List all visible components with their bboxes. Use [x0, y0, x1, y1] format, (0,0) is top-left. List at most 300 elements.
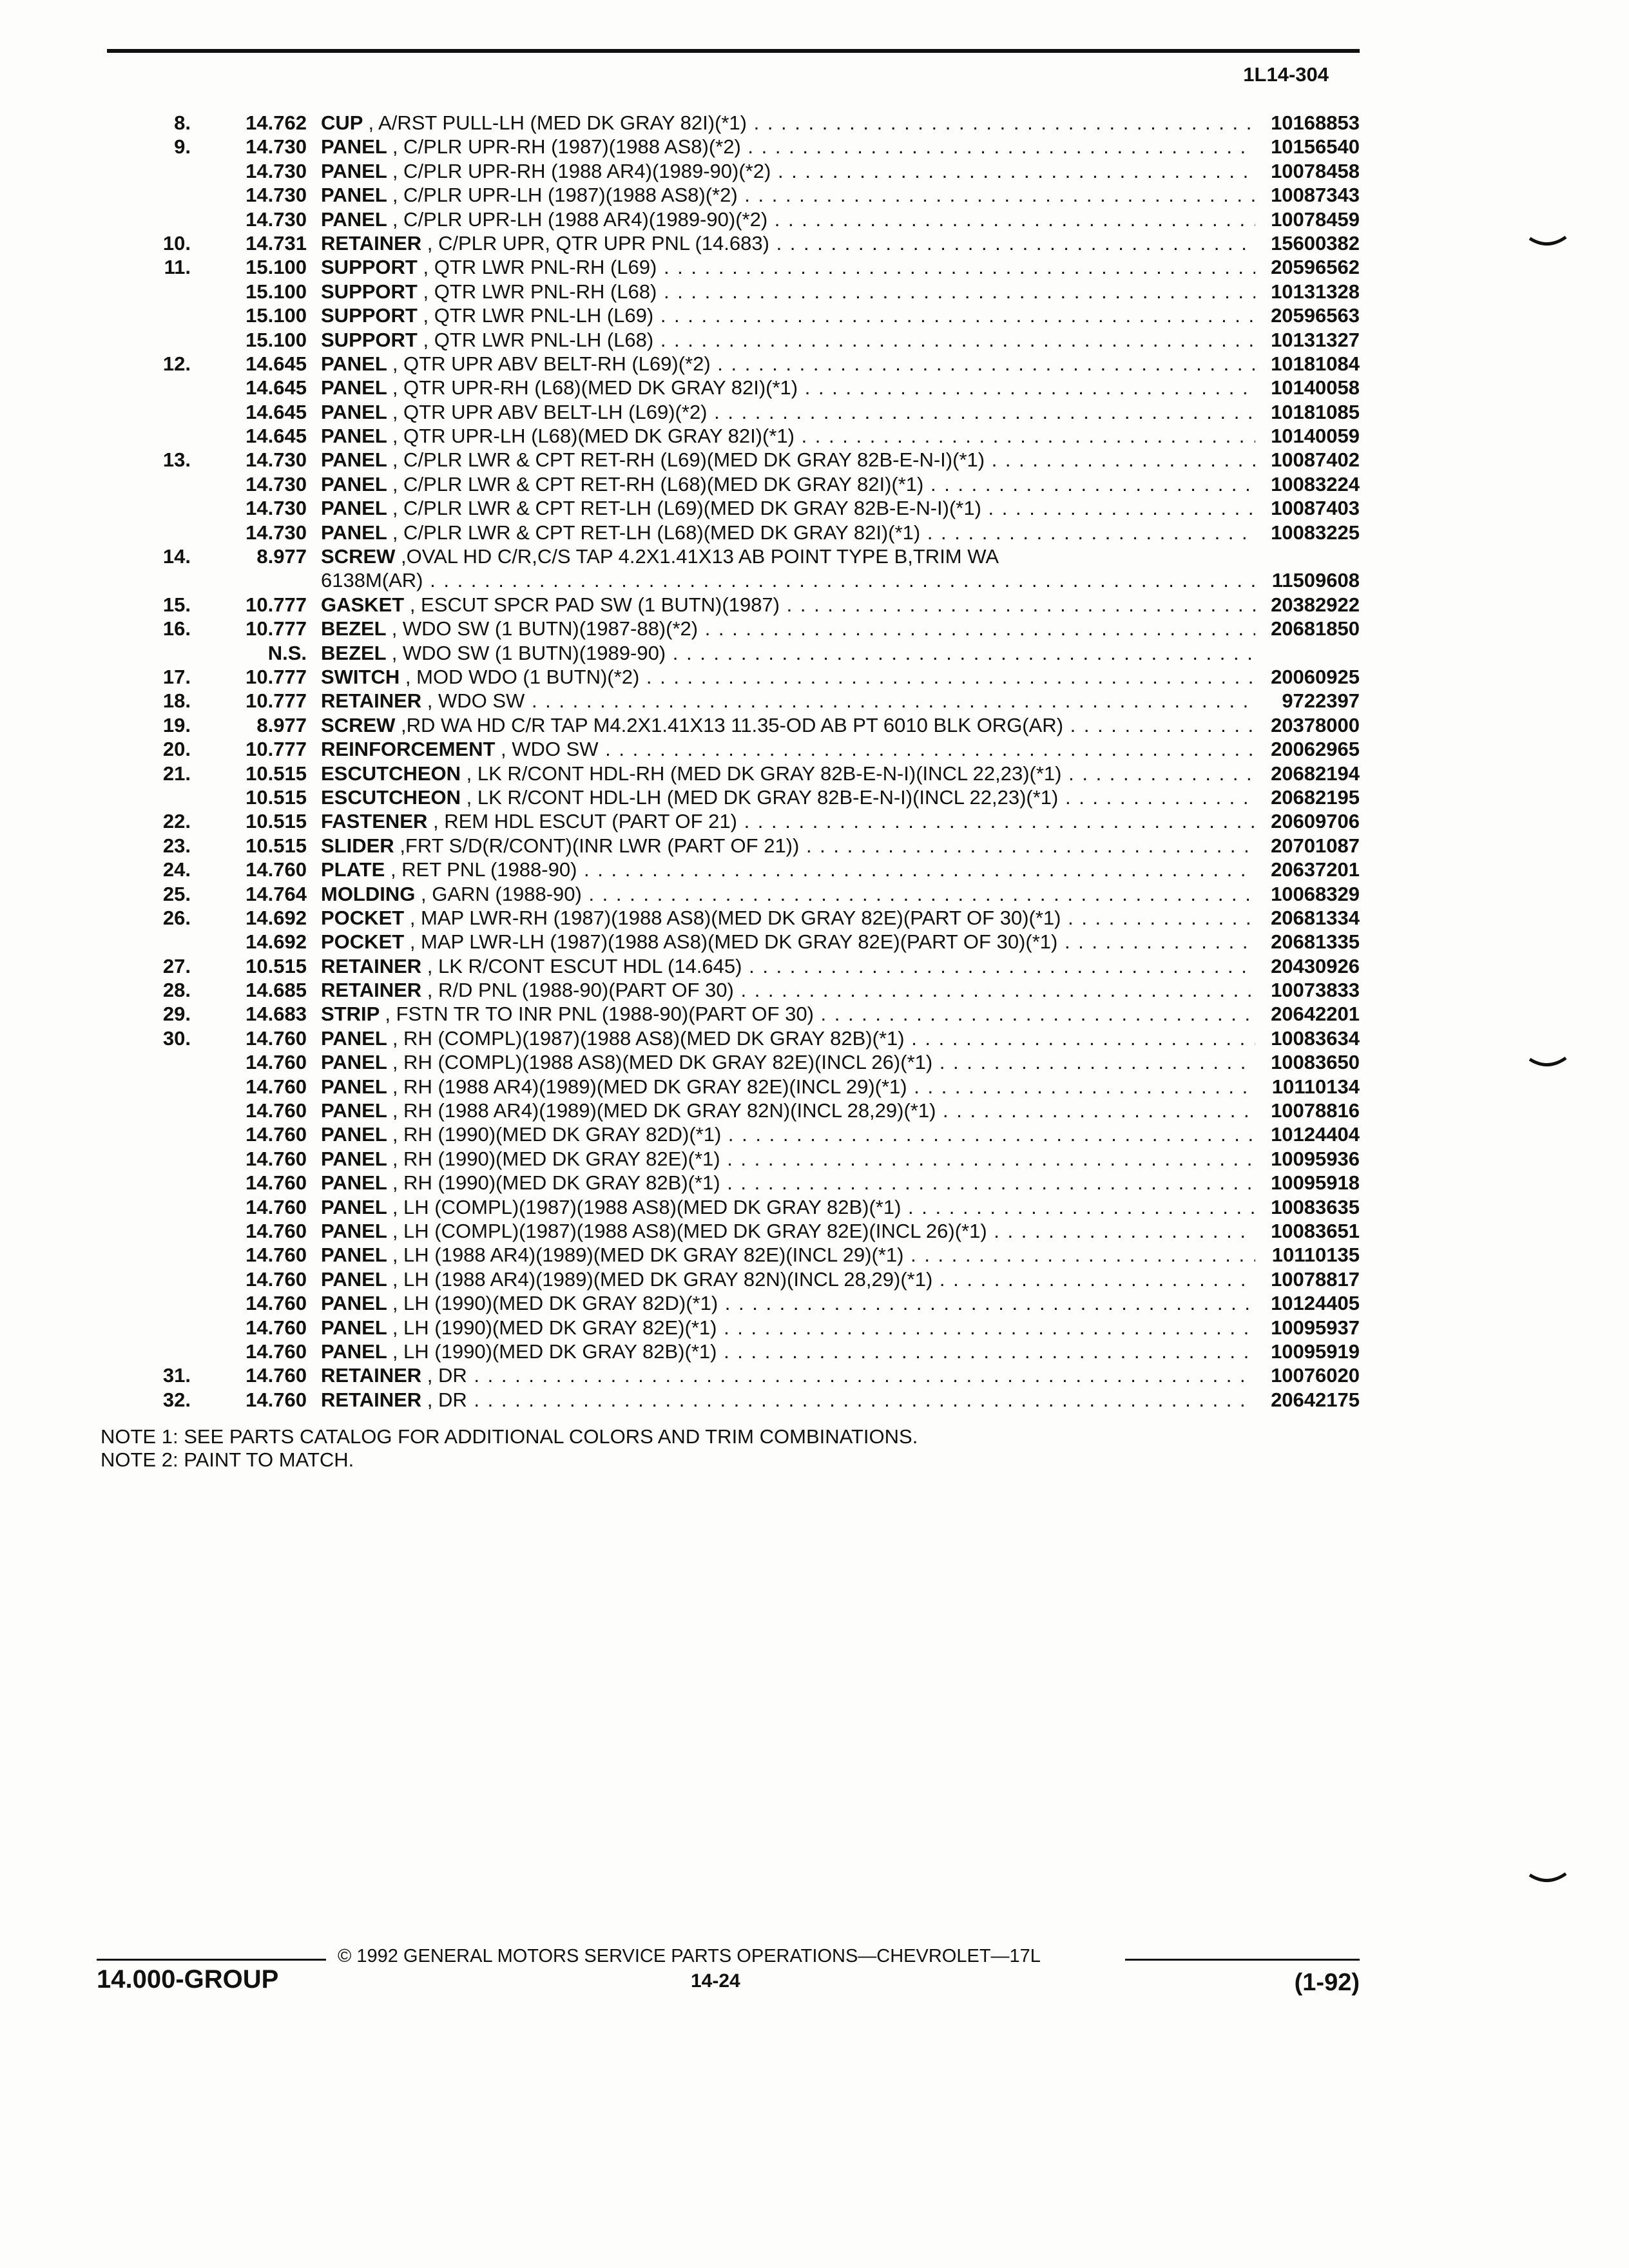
- part-number: 20701087: [1271, 834, 1360, 857]
- part-row: [97, 809, 1360, 833]
- part-number: 20060925: [1271, 666, 1360, 688]
- part-name: RETAINER: [321, 1388, 422, 1411]
- part-description: [321, 1195, 1255, 1219]
- part-name: PANEL: [321, 1171, 387, 1195]
- part-row: [97, 1363, 1360, 1387]
- part-description: [321, 1363, 1255, 1387]
- part-name: PANEL: [321, 1051, 387, 1074]
- part-row: [97, 496, 1360, 520]
- part-name: PANEL: [321, 1292, 387, 1315]
- note-2: NOTE 2: PAINT TO MATCH.: [101, 1448, 354, 1471]
- part-row: [97, 1219, 1360, 1243]
- part-name: PANEL: [321, 184, 387, 207]
- group-number: 14.645: [246, 425, 307, 448]
- ref-number: 17.: [162, 666, 191, 688]
- part-detail: , QTR UPR ABV BELT-LH (L69)(*2): [392, 400, 708, 423]
- group-number: 14.760: [246, 1316, 307, 1339]
- part-name: PANEL: [321, 400, 387, 423]
- part-row: [97, 183, 1360, 207]
- part-description: [321, 280, 1255, 303]
- group-number: 14.730: [246, 448, 307, 472]
- footer-rule-right: [1125, 1959, 1360, 1961]
- ref-number: 14.: [162, 545, 191, 568]
- part-row: [97, 1243, 1360, 1267]
- group-number: 14.760: [246, 1244, 307, 1267]
- part-name: PANEL: [321, 135, 387, 159]
- part-number: 9722397: [1282, 689, 1360, 713]
- part-detail: , LH (1990)(MED DK GRAY 82E)(*1): [392, 1316, 717, 1339]
- group-number: 14.760: [246, 1099, 307, 1122]
- part-name: PANEL: [321, 521, 387, 544]
- part-number: 10087403: [1271, 497, 1360, 520]
- note-1: NOTE 1: SEE PARTS CATALOG FOR ADDITIONAL COLORS AND TRIM COMBINATIONS.: [101, 1425, 918, 1448]
- ref-number: 10.: [162, 231, 191, 255]
- part-name: MOLDING: [321, 882, 416, 905]
- part-number: 10181085: [1271, 400, 1360, 423]
- ref-number: 26.: [162, 906, 191, 929]
- part-name: SUPPORT: [321, 328, 418, 351]
- part-description: [321, 617, 1255, 640]
- group-number: 14.731: [246, 231, 307, 255]
- part-description: [321, 231, 1255, 255]
- group-number: 14.760: [246, 1292, 307, 1315]
- group-number: 14.645: [246, 352, 307, 375]
- part-row: [97, 1340, 1360, 1363]
- part-number: 10078459: [1271, 207, 1360, 231]
- part-description: [321, 593, 1255, 617]
- part-name: PANEL: [321, 1099, 387, 1122]
- part-name: PANEL: [321, 1244, 387, 1267]
- ref-number: 12.: [162, 352, 191, 375]
- part-row: [97, 834, 1360, 858]
- part-detail: ,OVAL HD C/R,C/S TAP 4.2X1.41X13 AB POINT TYPE B,TRIM WA: [401, 545, 999, 568]
- ref-number: 23.: [162, 834, 191, 857]
- part-description: [321, 834, 1255, 858]
- part-name: PANEL: [321, 425, 387, 448]
- ref-number: 13.: [162, 448, 191, 472]
- part-name: PANEL: [321, 1340, 387, 1363]
- part-detail: , C/PLR LWR & CPT RET-RH (L68)(MED DK GRAY 82I)(*1): [392, 472, 924, 495]
- part-detail: , LH (1988 AR4)(1989)(MED DK GRAY 82E)(INCL 29)(*1): [392, 1244, 904, 1267]
- part-name: FASTENER: [321, 810, 428, 833]
- part-detail: , WDO SW (1 BUTN)(1989-90): [391, 641, 666, 664]
- part-row: [97, 255, 1360, 279]
- part-name: PANEL: [321, 159, 387, 182]
- part-name: SCREW: [321, 713, 396, 736]
- part-detail: , ESCUT SPCR PAD SW (1 BUTN)(1987): [409, 593, 780, 616]
- part-row: [97, 544, 1360, 593]
- part-detail: , REM HDL ESCUT (PART OF 21): [432, 810, 737, 833]
- part-number: 10131327: [1271, 328, 1360, 351]
- part-row: [97, 930, 1360, 954]
- part-description: [321, 858, 1255, 881]
- part-number: 20682194: [1271, 762, 1360, 785]
- part-number: 10110134: [1271, 1075, 1360, 1098]
- group-number: 14.764: [246, 882, 307, 905]
- part-detail: , DR: [427, 1388, 467, 1411]
- group-number: 14.762: [246, 111, 307, 134]
- footer-rule-left: [97, 1959, 326, 1961]
- part-row: [97, 303, 1360, 327]
- ref-number: 20.: [162, 738, 191, 761]
- group-number: 14.760: [246, 1388, 307, 1411]
- part-row: [97, 1026, 1360, 1050]
- part-description: [321, 737, 1255, 761]
- part-number: 10168853: [1271, 111, 1360, 134]
- part-description: [321, 207, 1255, 231]
- part-description: [321, 1075, 1255, 1099]
- part-row: [97, 785, 1360, 809]
- part-description: [321, 544, 1255, 593]
- part-description: [321, 135, 1255, 159]
- ref-number: 32.: [162, 1388, 191, 1411]
- part-detail: , DR: [427, 1364, 467, 1387]
- part-name: PANEL: [321, 1075, 387, 1098]
- part-name: SUPPORT: [321, 280, 418, 303]
- part-description: [321, 496, 1255, 520]
- part-number: 10095937: [1271, 1316, 1360, 1339]
- ref-number: 11.: [164, 256, 191, 279]
- part-name: PANEL: [321, 472, 387, 495]
- part-number: 10083224: [1271, 472, 1360, 495]
- ref-number: 19.: [162, 713, 191, 736]
- part-row: [97, 1147, 1360, 1171]
- part-row: [97, 1050, 1360, 1074]
- ref-number: 8.: [174, 111, 191, 134]
- part-detail: , MAP LWR-RH (1987)(1988 AS8)(MED DK GRAY 82E)(PART OF 30)(*1): [409, 906, 1061, 929]
- part-number: 10087343: [1271, 184, 1360, 207]
- part-number: 10068329: [1271, 882, 1360, 905]
- ref-number: 22.: [162, 810, 191, 833]
- part-description: [321, 448, 1255, 472]
- group-number: 14.692: [246, 930, 307, 954]
- part-number: 10083651: [1271, 1219, 1360, 1242]
- group-number: 14.760: [246, 1195, 307, 1218]
- part-name: POCKET: [321, 906, 405, 929]
- ref-number: 15.: [162, 593, 191, 616]
- part-description: [321, 665, 1255, 689]
- part-name: SUPPORT: [321, 304, 418, 327]
- footer-group: 14.000-GROUP: [97, 1965, 279, 1994]
- part-row: [97, 954, 1360, 978]
- top-rule: [107, 49, 1360, 53]
- group-number: 10.777: [246, 593, 307, 616]
- part-row: [97, 159, 1360, 183]
- group-number: 10.515: [246, 954, 307, 977]
- ref-number: 16.: [162, 617, 191, 640]
- part-number: 11509608: [1271, 569, 1360, 592]
- part-detail: , RH (COMPL)(1988 AS8)(MED DK GRAY 82E)(INCL 26)(*1): [392, 1051, 933, 1074]
- group-number: 14.760: [246, 1123, 307, 1146]
- group-number: 10.515: [246, 762, 307, 785]
- part-detail: , LH (1990)(MED DK GRAY 82B)(*1): [392, 1340, 717, 1363]
- part-name: PANEL: [321, 1267, 387, 1291]
- part-number: 10083650: [1271, 1051, 1360, 1074]
- part-number: 20681335: [1271, 930, 1360, 954]
- part-description: [321, 906, 1255, 930]
- part-row: [97, 641, 1360, 665]
- part-detail: , QTR LWR PNL-LH (L69): [423, 304, 654, 327]
- part-description: [321, 809, 1255, 833]
- part-detail: , QTR LWR PNL-RH (L69): [423, 256, 657, 279]
- group-number: 8.977: [256, 545, 307, 568]
- parts-list: [97, 111, 1360, 1412]
- part-description: [321, 1122, 1255, 1146]
- part-name: SUPPORT: [321, 256, 418, 279]
- part-description: [321, 882, 1255, 906]
- margin-tick-mark: [1528, 1871, 1567, 1889]
- part-description: [321, 111, 1255, 135]
- part-detail: , QTR UPR-RH (L68)(MED DK GRAY 82I)(*1): [392, 376, 798, 399]
- part-detail: , QTR LWR PNL-LH (L68): [423, 328, 654, 351]
- part-name: SWITCH: [321, 666, 400, 688]
- part-description: [321, 1291, 1255, 1315]
- part-description: [321, 1267, 1255, 1291]
- group-number: 14.730: [246, 472, 307, 495]
- group-number: 15.100: [246, 304, 307, 327]
- part-number: 20596563: [1271, 304, 1360, 327]
- part-row: [97, 1002, 1360, 1026]
- group-number: 14.683: [246, 1003, 307, 1026]
- group-number: 14.760: [246, 1075, 307, 1098]
- part-row: [97, 280, 1360, 303]
- part-description: [321, 1219, 1255, 1243]
- group-number: 10.777: [246, 666, 307, 688]
- part-description: [321, 1147, 1255, 1171]
- group-number: 14.730: [246, 184, 307, 207]
- group-number: 14.685: [246, 979, 307, 1002]
- part-number: 10095918: [1271, 1171, 1360, 1195]
- part-description: [321, 1099, 1255, 1122]
- group-number: 14.730: [246, 159, 307, 182]
- group-number: 14.760: [246, 1147, 307, 1170]
- part-row: [97, 737, 1360, 761]
- part-name: PANEL: [321, 352, 387, 375]
- part-row: [97, 978, 1360, 1002]
- part-number: 20642201: [1271, 1003, 1360, 1026]
- part-name: RETAINER: [321, 1364, 422, 1387]
- part-description: [321, 1050, 1255, 1074]
- ref-number: 25.: [162, 882, 191, 905]
- part-row: [97, 448, 1360, 472]
- part-number: 20062965: [1271, 738, 1360, 761]
- footer-copyright: © 1992 GENERAL MOTORS SERVICE PARTS OPERATIONS—CHEVROLET—17L: [338, 1946, 1041, 1966]
- group-number: 10.515: [246, 834, 307, 857]
- group-number: 14.730: [246, 207, 307, 231]
- part-number: 10083635: [1271, 1195, 1360, 1218]
- part-number: 10095919: [1271, 1340, 1360, 1363]
- part-detail: , LH (1990)(MED DK GRAY 82D)(*1): [392, 1292, 718, 1315]
- group-number: 8.977: [256, 713, 307, 736]
- part-detail: , MOD WDO (1 BUTN)(*2): [405, 666, 640, 688]
- group-number: 10.777: [246, 617, 307, 640]
- part-name: PANEL: [321, 1147, 387, 1170]
- part-detail: , QTR UPR ABV BELT-RH (L69)(*2): [392, 352, 711, 375]
- part-name: RETAINER: [321, 689, 422, 713]
- part-name: PANEL: [321, 1026, 387, 1050]
- part-name: CUP: [321, 111, 363, 134]
- part-row: [97, 1388, 1360, 1412]
- part-name: SLIDER: [321, 834, 394, 857]
- part-row: [97, 352, 1360, 376]
- part-number: 10140059: [1271, 425, 1360, 448]
- part-number: 10131328: [1271, 280, 1360, 303]
- part-row: [97, 1171, 1360, 1195]
- part-number: 20430926: [1271, 954, 1360, 977]
- part-name: BEZEL: [321, 641, 387, 664]
- margin-tick-mark: [1528, 1055, 1567, 1073]
- part-detail: , RH (1990)(MED DK GRAY 82D)(*1): [392, 1123, 722, 1146]
- group-number: 15.100: [246, 328, 307, 351]
- part-name: RETAINER: [321, 979, 422, 1002]
- part-detail: , WDO SW (1 BUTN)(1987-88)(*2): [391, 617, 699, 640]
- part-row: [97, 1099, 1360, 1122]
- part-number: 20681850: [1271, 617, 1360, 640]
- part-detail: ,RD WA HD C/R TAP M4.2X1.41X13 11.35-OD AB PT 6010 BLK ORG(AR): [401, 713, 1064, 736]
- group-number: 14.730: [246, 497, 307, 520]
- part-number: 10110135: [1271, 1244, 1360, 1267]
- part-detail: , QTR LWR PNL-RH (L68): [423, 280, 657, 303]
- group-number: 14.760: [246, 1026, 307, 1050]
- ref-number: 30.: [162, 1026, 191, 1050]
- part-name: SCREW: [321, 545, 396, 568]
- part-row: [97, 617, 1360, 640]
- part-row: [97, 1075, 1360, 1099]
- part-description: [321, 978, 1255, 1002]
- part-description: [321, 1388, 1255, 1412]
- part-detail: , GARN (1988-90): [421, 882, 582, 905]
- part-number: 10087402: [1271, 448, 1360, 472]
- group-number: 15.100: [246, 280, 307, 303]
- part-detail: , C/PLR LWR & CPT RET-RH (L69)(MED DK GRAY 82B-E-N-I)(*1): [392, 448, 985, 472]
- group-number: 10.515: [246, 810, 307, 833]
- group-number: 14.730: [246, 135, 307, 159]
- part-description: [321, 689, 1255, 713]
- part-number: 10078817: [1271, 1267, 1360, 1291]
- part-number: 10073833: [1271, 979, 1360, 1002]
- part-name: PANEL: [321, 1219, 387, 1242]
- part-row: [97, 593, 1360, 617]
- part-number: 10078816: [1271, 1099, 1360, 1122]
- part-detail: , FSTN TR TO INR PNL (1988-90)(PART OF 30): [385, 1003, 814, 1026]
- part-detail: , LH (COMPL)(1987)(1988 AS8)(MED DK GRAY 82E)(INCL 26)(*1): [392, 1219, 987, 1242]
- part-detail: , LK R/CONT ESCUT HDL (14.645): [427, 954, 742, 977]
- part-row: [97, 207, 1360, 231]
- part-detail: , R/D PNL (1988-90)(PART OF 30): [427, 979, 734, 1002]
- part-number: 10140058: [1271, 376, 1360, 399]
- part-description: [321, 472, 1255, 496]
- part-row: [97, 858, 1360, 881]
- part-name: PANEL: [321, 448, 387, 472]
- part-detail: , C/PLR LWR & CPT RET-LH (L69)(MED DK GRAY 82B-E-N-I)(*1): [392, 497, 981, 520]
- group-number: 14.760: [246, 1267, 307, 1291]
- ref-number: 9.: [174, 135, 191, 159]
- part-detail: , C/PLR UPR-LH (1987)(1988 AS8)(*2): [392, 184, 738, 207]
- part-row: [97, 882, 1360, 906]
- part-name: PANEL: [321, 497, 387, 520]
- part-description: [321, 713, 1255, 737]
- part-row: [97, 1291, 1360, 1315]
- part-name: RETAINER: [321, 954, 422, 977]
- group-number: 14.760: [246, 858, 307, 881]
- part-description: [321, 400, 1255, 424]
- part-detail: , RH (1990)(MED DK GRAY 82E)(*1): [392, 1147, 720, 1170]
- part-description: [321, 1243, 1255, 1267]
- part-description: [321, 159, 1255, 183]
- part-number: 20378000: [1271, 713, 1360, 736]
- group-number: 10.777: [246, 689, 307, 713]
- part-number: 10078458: [1271, 159, 1360, 182]
- part-number: 10181084: [1271, 352, 1360, 375]
- part-row: [97, 231, 1360, 255]
- margin-tick-mark: [1528, 235, 1567, 253]
- group-number: 14.730: [246, 521, 307, 544]
- part-name: ESCUTCHEON: [321, 785, 461, 809]
- part-number: 10124405: [1271, 1292, 1360, 1315]
- part-description: [321, 954, 1255, 978]
- part-number: 20609706: [1271, 810, 1360, 833]
- part-row: [97, 906, 1360, 930]
- part-row: [97, 400, 1360, 424]
- group-number: 14.645: [246, 400, 307, 423]
- part-number: 10124404: [1271, 1123, 1360, 1146]
- part-detail: , RH (COMPL)(1987)(1988 AS8)(MED DK GRAY 82B)(*1): [392, 1026, 905, 1050]
- part-row: [97, 111, 1360, 135]
- part-detail: , C/PLR UPR-RH (1987)(1988 AS8)(*2): [392, 135, 741, 159]
- part-number: 10083634: [1271, 1026, 1360, 1050]
- part-detail: , C/PLR UPR-RH (1988 AR4)(1989-90)(*2): [392, 159, 771, 182]
- part-detail: ,FRT S/D(R/CONT)(INR LWR (PART OF 21)): [400, 834, 800, 857]
- part-name: PANEL: [321, 376, 387, 399]
- part-detail: , RET PNL (1988-90): [390, 858, 577, 881]
- part-number: 10156540: [1271, 135, 1360, 159]
- group-number: 10.777: [246, 738, 307, 761]
- part-name: BEZEL: [321, 617, 387, 640]
- part-detail: , LK R/CONT HDL-LH (MED DK GRAY 82B-E-N-I)(INCL 22,23)(*1): [466, 785, 1059, 809]
- part-description: [321, 521, 1255, 544]
- part-number: 10083225: [1271, 521, 1360, 544]
- part-detail-continued: 6138M(AR) . . .: [321, 568, 1255, 592]
- part-detail: , LH (1988 AR4)(1989)(MED DK GRAY 82N)(INCL 28,29)(*1): [392, 1267, 933, 1291]
- part-name: PANEL: [321, 1195, 387, 1218]
- part-description: [321, 376, 1255, 399]
- part-number: 20382922: [1271, 593, 1360, 616]
- part-description: [321, 352, 1255, 376]
- part-detail: , RH (1988 AR4)(1989)(MED DK GRAY 82N)(INCL 28,29)(*1): [392, 1099, 936, 1122]
- part-name: PLATE: [321, 858, 385, 881]
- part-name: ESCUTCHEON: [321, 762, 461, 785]
- part-description: [321, 930, 1255, 954]
- ref-number: 27.: [162, 954, 191, 977]
- part-detail: , C/PLR LWR & CPT RET-LH (L68)(MED DK GRAY 82I)(*1): [392, 521, 921, 544]
- part-description: [321, 785, 1255, 809]
- part-description: [321, 762, 1255, 785]
- group-number: 14.760: [246, 1340, 307, 1363]
- part-description: [321, 183, 1255, 207]
- part-detail: , WDO SW: [427, 689, 525, 713]
- part-row: [97, 424, 1360, 448]
- part-description: [321, 1171, 1255, 1195]
- part-detail: , LH (COMPL)(1987)(1988 AS8)(MED DK GRAY 82B)(*1): [392, 1195, 901, 1218]
- part-number: 20596562: [1271, 256, 1360, 279]
- part-row: [97, 328, 1360, 352]
- part-row: [97, 713, 1360, 737]
- group-number: 10.515: [246, 785, 307, 809]
- part-row: [97, 689, 1360, 713]
- part-description: [321, 303, 1255, 327]
- ref-number: 18.: [162, 689, 191, 713]
- part-number: 20682195: [1271, 785, 1360, 809]
